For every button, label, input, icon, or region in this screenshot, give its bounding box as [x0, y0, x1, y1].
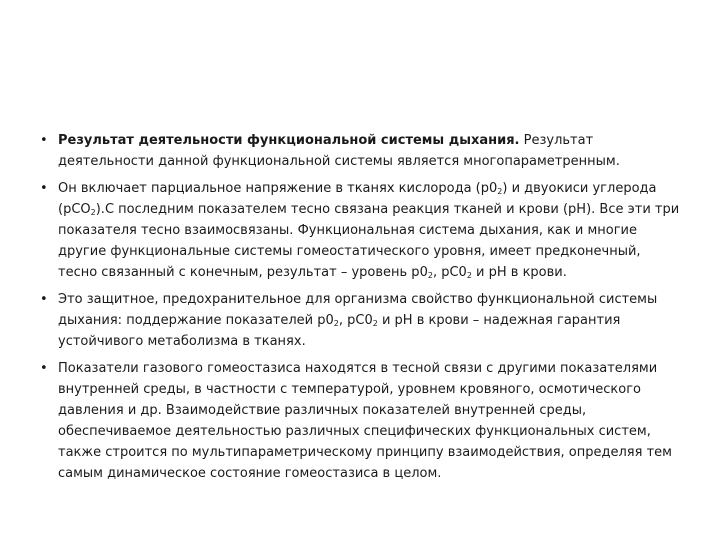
- bullet-3-text-part: Это защитное, предохранительное для организма свойство функциональной системы дыхания: поддержание показателей р0: [58, 292, 658, 328]
- bullet-2-text-part: и рН в крови.: [471, 265, 567, 280]
- bullet-item-4: [40, 358, 680, 484]
- bullet-icon: •: [40, 181, 48, 196]
- subscript: 2: [90, 208, 96, 217]
- bullet-item-3: [40, 289, 680, 352]
- bullet-item-1: [40, 130, 680, 172]
- bullet-icon: •: [40, 133, 48, 148]
- subscript: 2: [466, 271, 472, 280]
- bullet-2-text-part: ) и двуокиси углерода (рСО: [58, 181, 657, 217]
- bullet-4-text: Показатели газового гомеостазиса находятся в тесной связи с другими показателями внутренней среды, в частности с температурой, уровнем кровяного, осмотического давления и др. Взаимодействие различных показателей внутренней среды, обеспечиваемое деятельностью различных специфических функциональных систем, также строится по мультипараметрическому принципу взаимодействия, определяя тем самым динамическое состояние гомеостазиса в целом.: [58, 361, 672, 481]
- bullet-item-2: [40, 178, 680, 283]
- subscript: 2: [427, 271, 433, 280]
- bullet-list: [40, 130, 680, 490]
- subscript: 2: [372, 319, 378, 328]
- bullet-2-text-part: Он включает парциальное напряжение в тканях кислорода (р0: [58, 181, 498, 196]
- bullet-icon: •: [40, 361, 48, 376]
- bullet-icon: •: [40, 292, 48, 307]
- subscript: 2: [497, 187, 503, 196]
- bullet-3-text-part: , рС0: [338, 313, 373, 328]
- bullet-1-text: Результат деятельности данной функциональной системы является многопараметренным.: [58, 133, 620, 169]
- bullet-2-text-part: ).С последним показателем тесно связана реакция тканей и крови (рН). Все эти три показателя тесно взаимосвязаны. Функциональная система дыхания, как и многие другие функциональные системы гомеостатического уровня, имеет предконечный, тесно связанный с конечным, результат – уровень р0: [58, 202, 680, 280]
- bullet-2-text-part: , рС0: [432, 265, 467, 280]
- subscript: 2: [333, 319, 339, 328]
- bullet-3-text-part: и рН в крови – надежная гарантия устойчивого метаболизма в тканях.: [58, 313, 621, 349]
- bullet-1-heading: Результат деятельности функциональной системы дыхания.: [58, 133, 520, 148]
